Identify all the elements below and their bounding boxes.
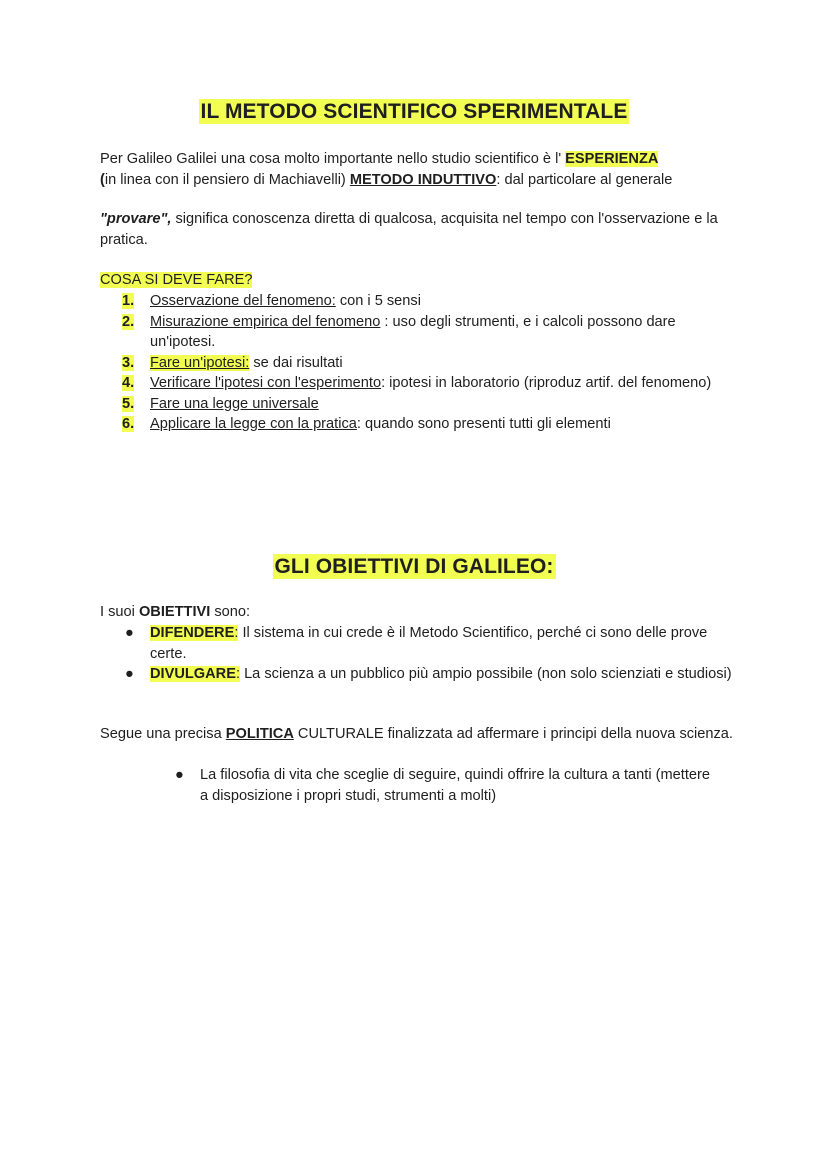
list-item: ● La filosofia di vita che sceglie di seguire, quindi offrire la cultura a tanti (mettere a disposizione i propri studi, strumenti a molti) [175,767,710,804]
politica-word: POLITICA [225,726,294,742]
politica-sublist [150,765,720,806]
intro-paragraph: Per Galileo Galilei una cosa molto importante nello studio scientifico è l' ESPERIENZA (in linea con il pensiero di Machiavelli) METODO INDUTTIVO: dal particolare al generale [100,151,673,188]
list-item: 5. Fare una legge universale [122,395,319,412]
section-title-obiettivi: GLI OBIETTIVI DI GALILEO: [274,555,554,578]
politica-paragraph: Segue una precisa POLITICA CULTURALE finalizzata ad affermare i principi della nuova scienza. [100,726,733,742]
list-item: 4. Verificare l'ipotesi con l'esperimento: ipotesi in laboratorio (riproduz artif. del fenomeno) [122,375,712,391]
bullet-icon: ● [175,767,184,783]
bullet-icon: ● [125,625,134,641]
obiettivi-intro: I suoi OBIETTIVI sono: [100,604,251,620]
esperienza-highlight: ESPERIENZA [565,151,659,167]
list-item: 6. Applicare la legge con la pratica: quando sono presenti tutti gli elementi [122,416,611,432]
list-item: ● DIVULGARE: La scienza a un pubblico più ampio possibile (non solo scienziati e studiosi) [100,664,740,685]
section-title-metodo: IL METODO SCIENTIFICO SPERIMENTALE [200,100,628,123]
question-heading: COSA SI DEVE FARE? [100,272,253,288]
provare-word: "provare", [100,211,172,227]
obiettivi-list [100,623,740,685]
list-item: 1. Osservazione del fenomeno: con i 5 sensi [122,293,421,309]
list-item: ● DIFENDERE: Il sistema in cui crede è il Metodo Scientifico, perché ci sono delle prove certe. [125,625,708,662]
steps-list [100,291,740,435]
metodo-induttivo: METODO INDUTTIVO [349,171,497,188]
list-item: 2. Misurazione empirica del fenomeno : uso degli strumenti, e i calcoli possono dare un'ipotesi. [122,313,676,350]
provare-paragraph: "provare", significa conoscenza diretta di qualcosa, acquisita nel tempo con l'osservazione e la pratica. [100,211,718,248]
bullet-icon: ● [125,666,134,682]
list-item: 3. Fare un'ipotesi: se dai risultati [122,354,343,371]
